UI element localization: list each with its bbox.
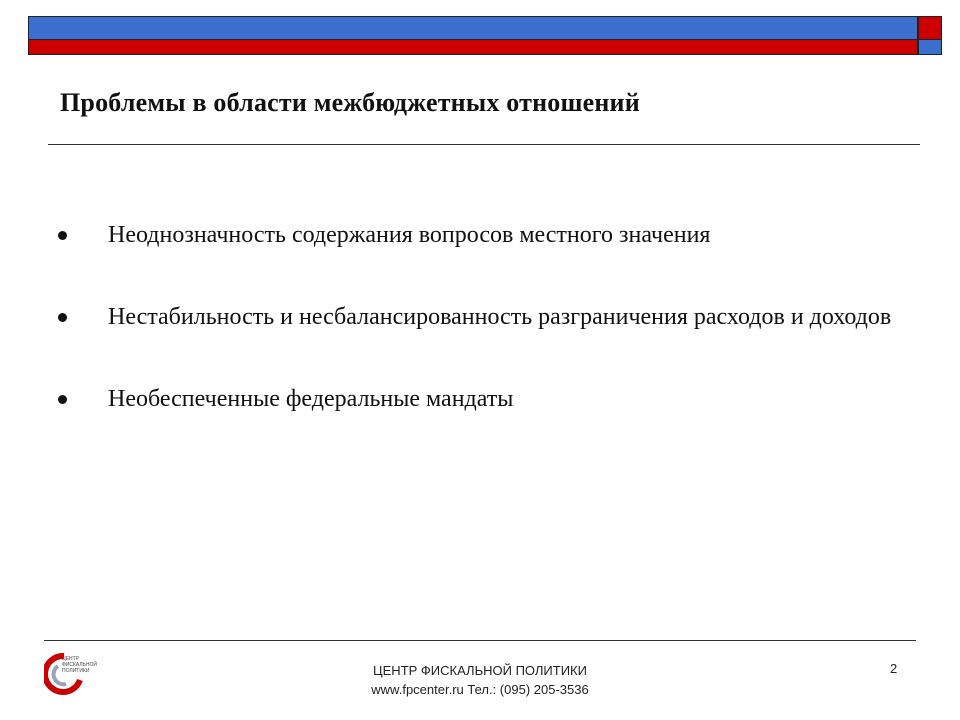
fpc-logo-icon [44, 652, 114, 696]
header-color-bar [28, 16, 942, 56]
bullet-text: Нестабильность и несбалансированность разграничения расходов и доходов [108, 304, 892, 330]
bullet-dot-icon [58, 313, 67, 322]
bullet-item [58, 218, 898, 252]
page-number: 2 [890, 661, 898, 676]
header-red-square [918, 16, 942, 40]
bullet-item [58, 300, 898, 334]
footer-info [330, 661, 630, 699]
logo-text: ЦЕНТР ФИСКАЛЬНОЙ ПОЛИТИКИ [62, 656, 98, 674]
slide-title: Проблемы в области межбюджетных отношений [60, 88, 640, 117]
footer-contact: www.fpcenter.ru Тел.: (095) 205-3536 [371, 682, 589, 697]
header-red-stripe [28, 40, 918, 55]
footer-divider [44, 640, 916, 641]
title-divider [48, 144, 920, 145]
bullet-list [58, 218, 898, 416]
bullet-dot-icon [58, 395, 67, 404]
bullet-text: Неоднозначность содержания вопросов местного значения [108, 222, 711, 248]
bullet-dot-icon [58, 231, 67, 240]
bullet-item [58, 382, 898, 416]
header-blue-stripe [28, 16, 918, 40]
bullet-text: Необеспеченные федеральные мандаты [108, 386, 514, 412]
header-blue-square [918, 40, 942, 55]
footer-org: ЦЕНТР ФИСКАЛЬНОЙ ПОЛИТИКИ [373, 663, 587, 678]
